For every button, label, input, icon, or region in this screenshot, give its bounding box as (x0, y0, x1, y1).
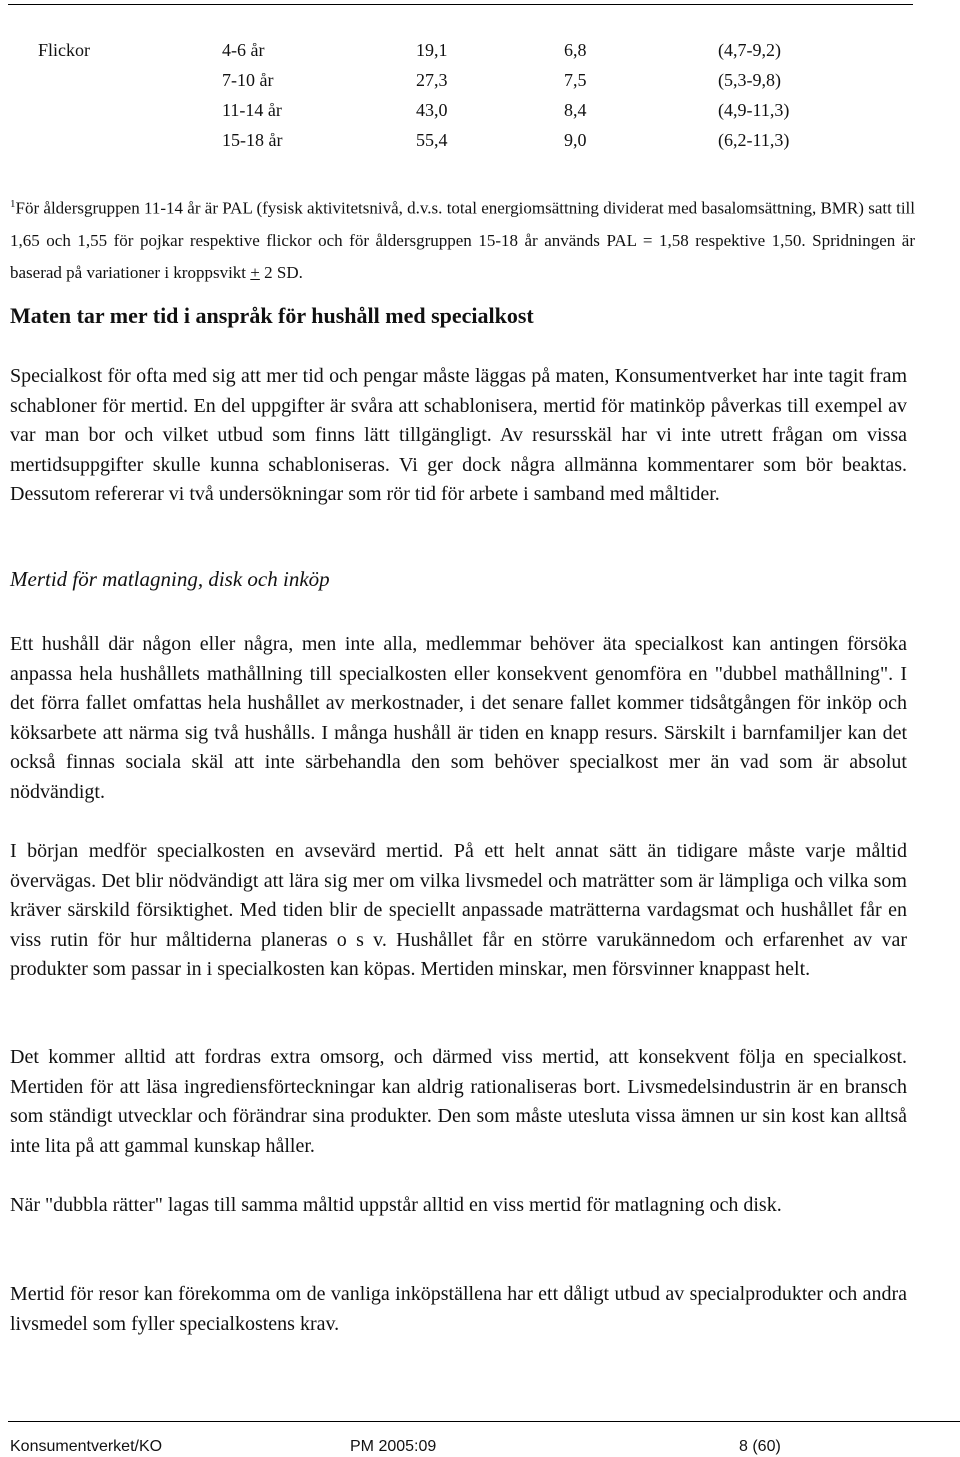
paragraph: Ett hushåll där någon eller några, men inte alla, medlemmar behöver äta specialkost kan antingen försöka anpassa hela hushållets mathållning till specialkosten eller konsekvent genomföra en "dubbel mathållning". I det förra fallet omfattas hela hushållet av merkostnader, i det senare fallet kommer tidsåtgången för inköp och köksarbete att närma sig två hushålls. I många hushåll är tiden en knapp resurs. Särskilt i barnfamiljer kan det också finnas sociala skäl att inte särbehandla den som behöver specialkost mer än vad som är absolut nödvändigt. (10, 633, 907, 803)
value-cell: 9,0 (564, 130, 587, 150)
age-cell: 15-18 år (222, 130, 283, 150)
paragraph: När "dubbla rätter" lagas till samma måltid uppstår alltid en viss mertid för matlagning och disk. (10, 1194, 782, 1216)
value-cell: 6,8 (564, 40, 587, 60)
table-footnote (10, 188, 915, 289)
paragraph: Specialkost för ofta med sig att mer tid och pengar måste läggas på maten, Konsumentverket har inte tagit fram schabloner för mertid. En del uppgifter är svåra att schablonisera, mertid för matinköp påverkas till exempel av var man bor och vilket utbud som finns lätt tillgängligt. Av resursskäl har vi inte utrett frågan om vissa mertidsuppgifter skulle kunna schabloniseras. Vi ger dock några allmänna kommentarer som bör beaktas. Dessutom refererar vi två undersökningar som rör tid för arbete i samband med måltider. (10, 365, 907, 505)
value-cell: 43,0 (416, 100, 448, 120)
footnote-text-end: 2 SD. (259, 262, 303, 282)
table-row (0, 40, 960, 70)
footer-organization: Konsumentverket/KO (10, 1438, 163, 1455)
age-cell: 4-6 år (222, 40, 265, 60)
group-cell: Flickor (38, 40, 90, 60)
paragraph: Det kommer alltid att fordras extra omsorg, och därmed viss mertid, att konsekvent följa en specialkost. Mertiden för att läsa ingrediensförteckningar kan aldrig rationaliseras bort. Livsmedelsindustrin är en bransch som ständigt utvecklar och förändrar sina produkter. Den som måste utesluta vissa ämnen ur sin kost kan alltså inte lita på att gammal kunskap håller. (10, 1046, 907, 1157)
age-cell: 11-14 år (222, 100, 282, 120)
value-cell: 19,1 (416, 40, 448, 60)
range-cell: (4,9-11,3) (718, 100, 790, 120)
value-cell: 27,3 (416, 70, 448, 90)
footer-document-id: PM 2005:09 (350, 1438, 437, 1455)
footer-rule (8, 1421, 960, 1422)
table-row (0, 70, 960, 100)
section-heading: Maten tar mer tid i anspråk för hushåll med specialkost (10, 303, 534, 328)
footnote-marker: 1 (10, 198, 16, 210)
range-cell: (4,7-9,2) (718, 40, 781, 60)
plus-minus-sign: + (250, 262, 260, 282)
value-cell: 55,4 (416, 130, 448, 150)
age-cell: 7-10 år (222, 70, 274, 90)
subsection-heading: Mertid för matlagning, disk och inköp (10, 567, 330, 591)
table-row (0, 130, 960, 160)
paragraph: Mertid för resor kan förekomma om de vanliga inköpställena har ett dåligt utbud av specialprodukter och andra livsmedel som fyller specialkostens krav. (10, 1283, 907, 1335)
range-cell: (5,3-9,8) (718, 70, 781, 90)
range-cell: (6,2-11,3) (718, 130, 790, 150)
top-rule (8, 4, 913, 5)
value-cell: 7,5 (564, 70, 587, 90)
paragraph: I början medför specialkosten en avsevärd mertid. På ett helt annat sätt än tidigare måste varje måltid övervägas. Det blir nödvändigt att lära sig mer om vilka livsmedel och maträtter som är lämpliga och vilka som kräver särskild försiktighet. Med tiden blir de speciellt anpassade maträtterna vardagsmat och hushållet får en viss rutin för hur måltiderna planeras o s v. Hushållet får en större varukännedom och erfarenhet av var produkter som passar in i specialkosten kan köpas. Mertiden minskar, men försvinner knappast helt. (10, 840, 907, 980)
footnote-text: För åldersgruppen 11-14 år är PAL (fysisk aktivitetsnivå, d.v.s. total energiomsättning dividerat med basalomsättning, BMR) satt till 1,65 och 1,55 för pojkar respektive flickor och för åldersgruppen 15-18 år används PAL = 1,58 respektive 1,50. Spridningen är baserad på variationer i kroppsvikt (10, 198, 915, 282)
value-cell: 8,4 (564, 100, 587, 120)
footer-page-number: 8 (60) (739, 1438, 781, 1455)
table-row (0, 100, 960, 130)
